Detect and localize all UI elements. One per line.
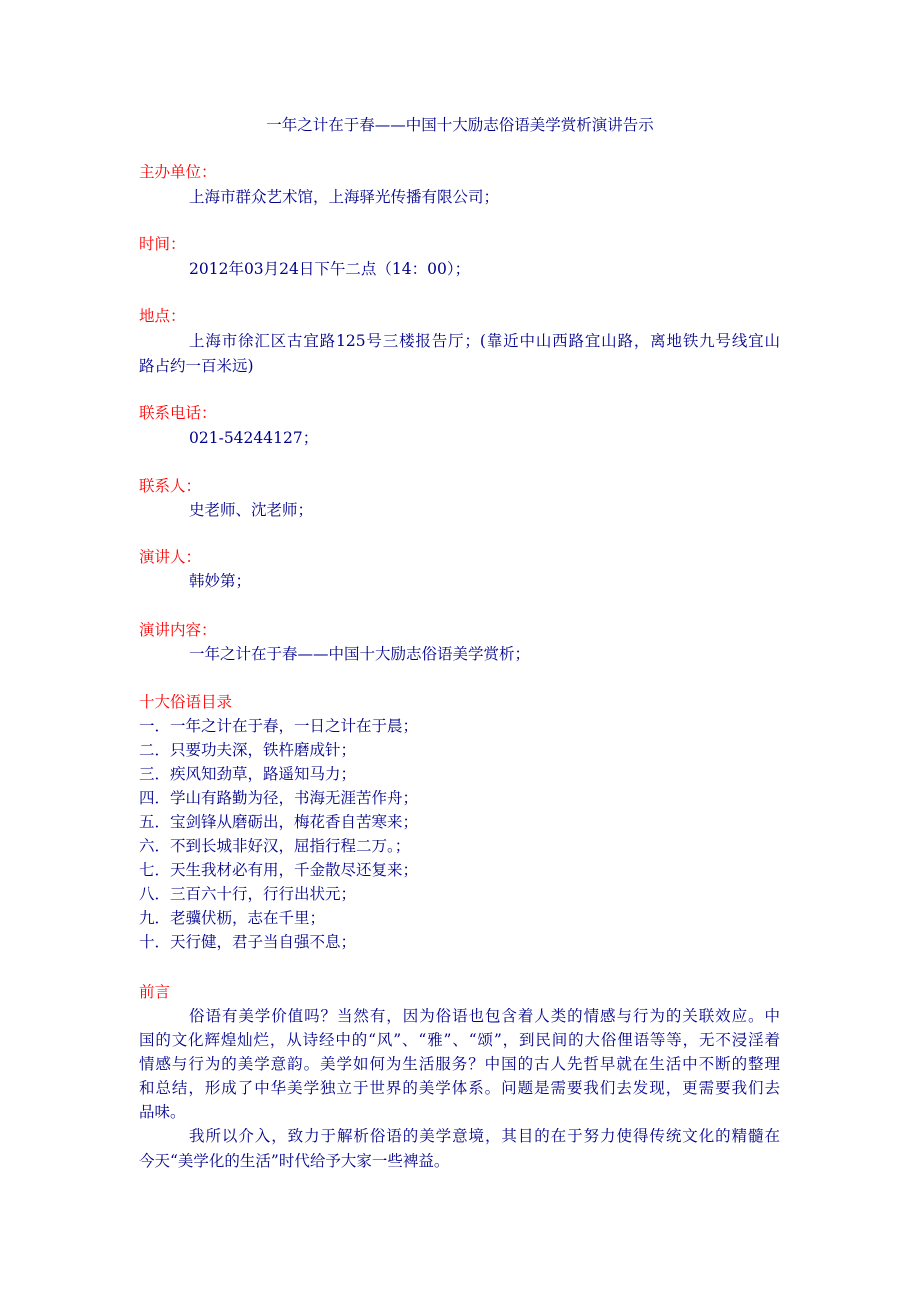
preface-line: 俗语有美学价值吗？当然有，因为俗语也包含着人类的情感与行为的关联效应。中 xyxy=(189,1007,780,1025)
contact-value: 史老师、沈老师； xyxy=(189,501,314,519)
phone-label: 联系电话： xyxy=(139,404,217,422)
proverb-item: 二．只要功夫深，铁杵磨成针； xyxy=(139,741,357,759)
organizer-value: 上海市群众艺术馆，上海驿光传播有限公司； xyxy=(189,188,500,206)
preface-heading: 前言 xyxy=(139,983,171,1001)
time-value: 2012年03月24日下午二点（14：00）； xyxy=(189,260,471,278)
proverb-item: 六．不到长城非好汉，屈指行程二万。； xyxy=(139,837,411,855)
document-title: 一年之计在于春——中国十大励志俗语美学赏析演讲告示 xyxy=(266,116,654,134)
phone-value: 021-54244127； xyxy=(189,429,319,447)
proverb-item: 十．天行健，君子当自强不息； xyxy=(139,933,357,951)
preface-line: 和总结，形成了中华美学独立于世界的美学体系。问题是需要我们去发现，更需要我们去 xyxy=(139,1079,780,1097)
proverb-item: 七．天生我材必有用，千金散尽还复来； xyxy=(139,861,419,879)
content-value: 一年之计在于春——中国十大励志俗语美学赏析； xyxy=(189,645,531,663)
preface-line: 国的文化辉煌灿烂，从诗经中的“风”、“雅”、“颂”，到民间的大俗俚语等等，无不浸淫着 xyxy=(139,1031,780,1049)
contact-label: 联系人： xyxy=(139,477,202,495)
time-label: 时间： xyxy=(139,235,186,253)
speaker-value: 韩妙第； xyxy=(189,572,252,590)
proverb-item: 三．疾风知劲草，路遥知马力； xyxy=(139,765,357,783)
place-line: 上海市徐汇区古宜路125号三楼报告厅；(靠近中山西路宜山路，离地铁九号线宜山 xyxy=(189,332,780,350)
proverb-item: 五．宝剑锋从磨砺出，梅花香自苦寒来； xyxy=(139,813,419,831)
content-label: 演讲内容： xyxy=(139,621,217,639)
proverb-item: 九．老骥伏枥，志在千里； xyxy=(139,909,326,927)
place-label: 地点： xyxy=(139,307,186,325)
organizer-label: 主办单位： xyxy=(139,163,217,181)
preface-line: 品味。 xyxy=(139,1103,186,1121)
preface-line: 今天“美学化的生活”时代给予大家一些裨益。 xyxy=(139,1152,450,1170)
proverb-item: 八．三百六十行，行行出状元； xyxy=(139,885,357,903)
preface-line: 我所以介入，致力于解析俗语的美学意境，其目的在于努力使得传统文化的精髓在 xyxy=(189,1127,780,1145)
proverbs-heading: 十大俗语目录 xyxy=(139,693,233,711)
place-line: 路占约一百米远) xyxy=(139,357,254,375)
proverb-item: 一．一年之计在于春，一日之计在于晨； xyxy=(139,717,419,735)
proverb-item: 四．学山有路勤为径，书海无涯苦作舟； xyxy=(139,789,419,807)
preface-line: 情感与行为的美学意韵。美学如何为生活服务？中国的古人先哲早就在生活中不断的整理 xyxy=(139,1055,780,1073)
speaker-label: 演讲人： xyxy=(139,548,202,566)
